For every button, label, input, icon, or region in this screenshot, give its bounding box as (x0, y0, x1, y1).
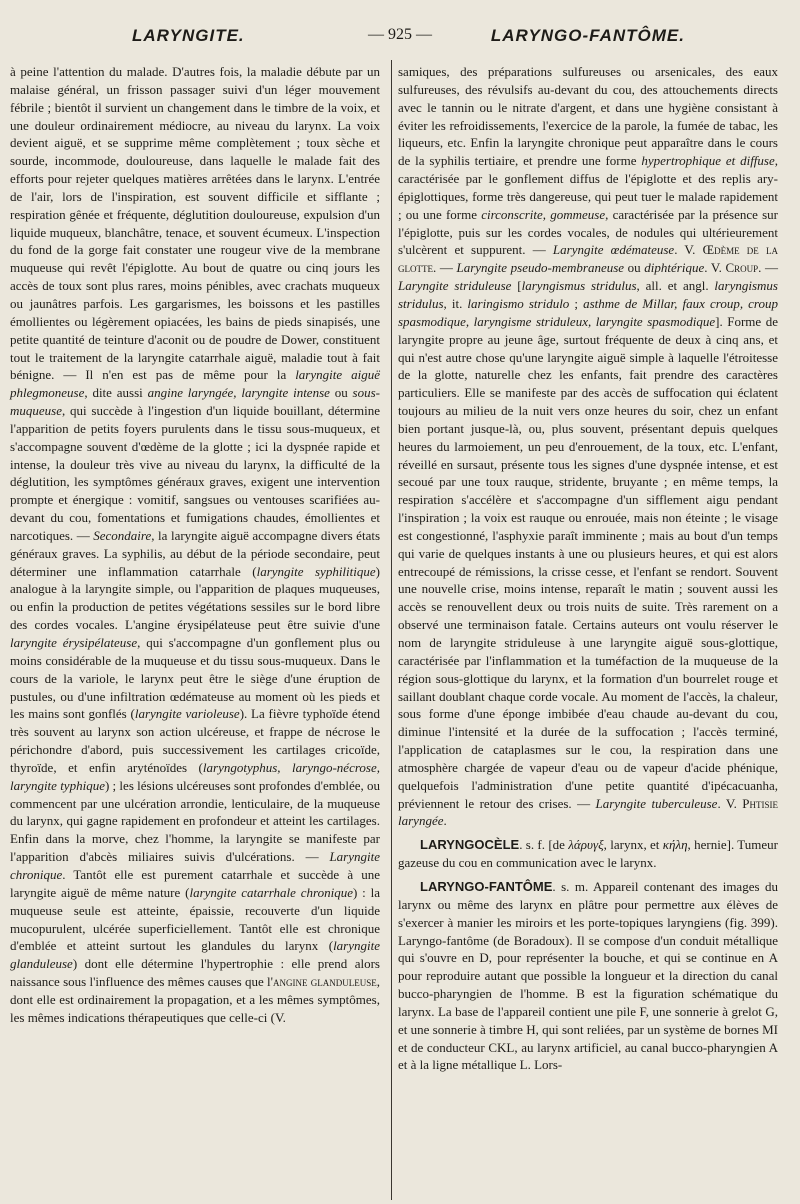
headword-laryngocele: LARYNGOCÈLE (420, 837, 520, 853)
laryngite-body-text: à peine l'attention du malade. D'autres fois, la maladie débute par un malaise général, un frisson passager suivi d'un léger mouvement fébrile ; bientôt il survient un changement dans le timbre de la voix, et une douleur ordinairement médiocre, au niveau du larynx. La voix devient aiguë, et se supprime même complètement ; toux sèche et sourde, incommode, douloureuse, dans laquelle le malade fait des efforts pour rejeter quelques matières arrêtées dans le larynx. L'entrée de l'air, lors de l'inspiration, est souvent difficile et sifflante ; respiration gênée et fréquente, déglutition douloureuse, expulsion d'un liquide muqueux, blanchâtre, tenace, et souvent écumeux. L'inspection du fond de la gorge fait constater une rougeur vive de la membrane muqueuse qui revêt l'épiglotte. Au bout de quatre ou cinq jours les accès de toux sont plus rares, moins pénibles, avec crachats muqueux ou jaunâtres parfois. Les gargarismes, les boissons et les pastilles émollientes ou légèrement opiacées, les bains de pieds sinapisés, une petite quantité de teinture d'aconit ou de poudre de Dower, constituent tout le traitement de la laryngite catarrhale aiguë, maladie tout à fait bénigne. — Il n'en est pas de même pour la laryngite aiguë phlegmoneuse, dite aussi angine laryngée, laryngite intense ou sous-muqueuse, qui succède à l'ingestion d'un liquide bouillant, détermine l'apparition de petits foyers purulents dans le tissu sous-muqueux, et s'accompagne souvent d'œdème de la glotte ; ici la dyspnée rapide et intense, la douleur très vive au niveau du larynx, la difficulté de la déglutition, les symptômes généraux graves, exigent une intervention prompte et énergique : vomitif, sangsues ou ventouses scarifiées au-devant du cou, fomentations et fumigations chaudes, émollientes et narcotiques. — Secondaire, la laryngite aiguë accompagne divers états généraux graves. La syphilis, au début de la période secondaire, peut déterminer une inflammation catarrhale (laryngite syphilitique) analogue à la laryngite simple, ou l'apparition de plaques muqueuses, ou enfin la production de petites végétations sessiles sur le bord libre des cordes vocales. L'angine érysipélateuse peut être suivie d'une laryngite érysipélateuse, qui s'accompagne d'un gonflement plus ou moins considérable de la muqueuse et du tissu sous-muqueux. Dans le cours de la variole, le larynx peut être le siège d'une éruption de pustules, ou d'une infiltration œdémateuse au moment où les pieds et les mains sont gonflés (laryngite varioleuse). La fièvre typhoïde étend très souvent au larynx son action ulcéreuse, et frappe de nécrose le périchondre d'abord, puis successivement les cartilages cricoïde, thyroïde, et enfin aryténoïdes (laryngotyphus, laryngo-nécrose, laryngite typhique) ; les lésions ulcéreuses sont profondes d'emblée, ou commencent par une ulcération arrondie, lenticulaire, de la muqueuse du larynx, qui gagne rapidement en profondeur et atteint les cartilages. Enfin dans la morve, chez l'homme, la laryngite se manifeste par l'apparition d'abcès miliaires suivis d'ulcérations. — Laryngite chronique. Tantôt elle est purement catarrhale et succède à une laryngite aiguë de même nature (laryngite catarrhale chronique) : la muqueuse seule est atteinte, épaissie, recouverte d'un liquide mucopurulent, ulcérée superficiellement. Tantôt elle est chronique d'emblée et atteint surtout les glandules du larynx (laryngite glanduleuse) dont elle détermine l'hypertrophie : elle prend alors naissance sous l'influence des mêmes causes que l'angine glanduleuse, dont elle est ordinairement la propagation, et a les mêmes symptômes, les mêmes indications thérapeutiques que celle-ci (V. (10, 64, 381, 1025)
header-left-title: LARYNGITE. (132, 26, 245, 45)
header-right-title: LARYNGO-FANTÔME. (490, 26, 685, 45)
left-column (10, 63, 380, 1027)
running-header (0, 22, 800, 52)
headword-laryngo-fantome: LARYNGO-FANTÔME (420, 878, 553, 894)
entry-laryngocele: LARYNGOCÈLE. s. f. [de λάρυγξ, larynx, et κήλη, hernie]. Tumeur gazeuse du cou en communication avec le larynx. (398, 837, 778, 871)
column-divider (391, 60, 392, 1200)
right-column (398, 63, 778, 1074)
entry-laryngo-fantome: LARYNGO-FANTÔME. s. m. Appareil contenant des images du larynx ou même des larynx en plâtre pour permettre aux élèves de s'exercer à manier les miroirs et les porte-topiques laryngiens (fig. 399). Laryngo-fantôme (de Boradoux). Il se compose d'un conduit métallique qui s'ouvre en D, pour représenter la bouche, et qui se continue en A pour reproduire autant que possible la longueur et la direction du canal bucco-pharyngien de l'homme. B est la figuration schématique du larynx. La base de l'appareil contient une pile F, une sonnerie à grelot G, et une sonnerie à timbre H, qui sont reliées, par un système de bornes MI et de conducteur CKL, au larynx artificiel, au canal bucco-pharyngien A et à la ligne métallique L. Lors- (398, 878, 778, 1073)
laryngite-continued-text: samiques, des préparations sulfureuses ou arsenicales, des eaux sulfureuses, des révulsifs au-devant du cou, des attouchements directs avec le tannin ou le nitrate d'argent, et dans une hygiène consistant à éviter les refroidissements, l'exercice de la parole, la fumée de tabac, les liqueurs, etc. Enfin la laryngite chronique peut apparaître dans le cours de la syphilis tertiaire, et prendre une forme hypertrophique et diffuse, caractérisée par le gonflement diffus de l'épiglotte et des replis ary-épiglottiques, forme très dangereuse, qui peut tuer le malade rapidement ; ou une forme circonscrite, gommeuse, caractérisée par la présence sur l'épiglotte, puis sur les cordes vocales, de nodules qui ultérieurement s'ulcèrent et suppurent. — Laryngite œdémateuse. V. Œdème de la glotte. — Laryngite pseudo-membraneuse ou diphtérique. V. Croup. — Laryngite striduleuse [laryngismus stridulus, all. et angl. laryngismus stridulus, it. laringismo stridulo ; asthme de Millar, faux croup, croup spasmodique, laryngisme striduleux, laryngite spasmodique]. Forme de laryngite propre au jeune âge, surtout fréquente de deux à cinq ans, et qui n'est autre chose qu'une laryngite aiguë simple à laquelle l'étroitesse de la glotte, naturelle chez les enfants, fait prendre des caractères particuliers. Elle se manifeste par des accès de suffocation qui éclatent toujours au milieu de la nuit vers onze heures du soir, chez un enfant bien portant jusque-là, ou, plus souvent, présentant depuis quelques heures du larmoiement, un peu d'enrouement, de la toux, etc. L'enfant, réveillé en sursaut, présente tous les signes d'une dyspnée intense, et est secoué par une toux rauque, stridente, bruyante ; en même temps, la respiration s'accélère et s'accompagne d'un sifflement aigu pendant l'inspiration ; la voix est rauque ou enrouée, mais non éteinte ; le visage est congestionné, l'asphyxie paraît imminente ; mais au bout d'un temps qui varie de quelques instants à une ou plusieurs heures, et qui est alors entrecoupé de rémissions, la crisse cesse, et l'enfant se rendort. Souvent une nouvelle crise, moins intense, reparaît le matin ; souvent aussi les accès se renouvellent deux ou trois nuits de suite. Très rarement on a observé une terminaison fatale. Certains auteurs ont voulu réserver le nom de laryngite striduleuse à une laryngite aiguë sous-glottique, caractérisée par l'inflammation et la tuméfaction de la muqueuse de la région sous-glottique du larynx, et la formation d'un bourrelet rouge et saillant doublant chaque corde vocale. Au moment de l'accès, la chaleur, sous forme d'une éponge imbibée d'eau chaude au-devant du cou, diminue l'intensité et la durée de la suffocation ; l'accès terminé, l'application de cataplasmes sur le cou, la respiration dans une atmosphère chargée de vapeur d'eau ou de vapeur d'acide phénique, quelquefois l'administration d'une petite quantité d'ipécacuanha, préviennent le retour des crises. — Laryngite tuberculeuse. V. Phtisie laryngée. (398, 64, 779, 829)
page-number: — 925 — (368, 26, 432, 43)
